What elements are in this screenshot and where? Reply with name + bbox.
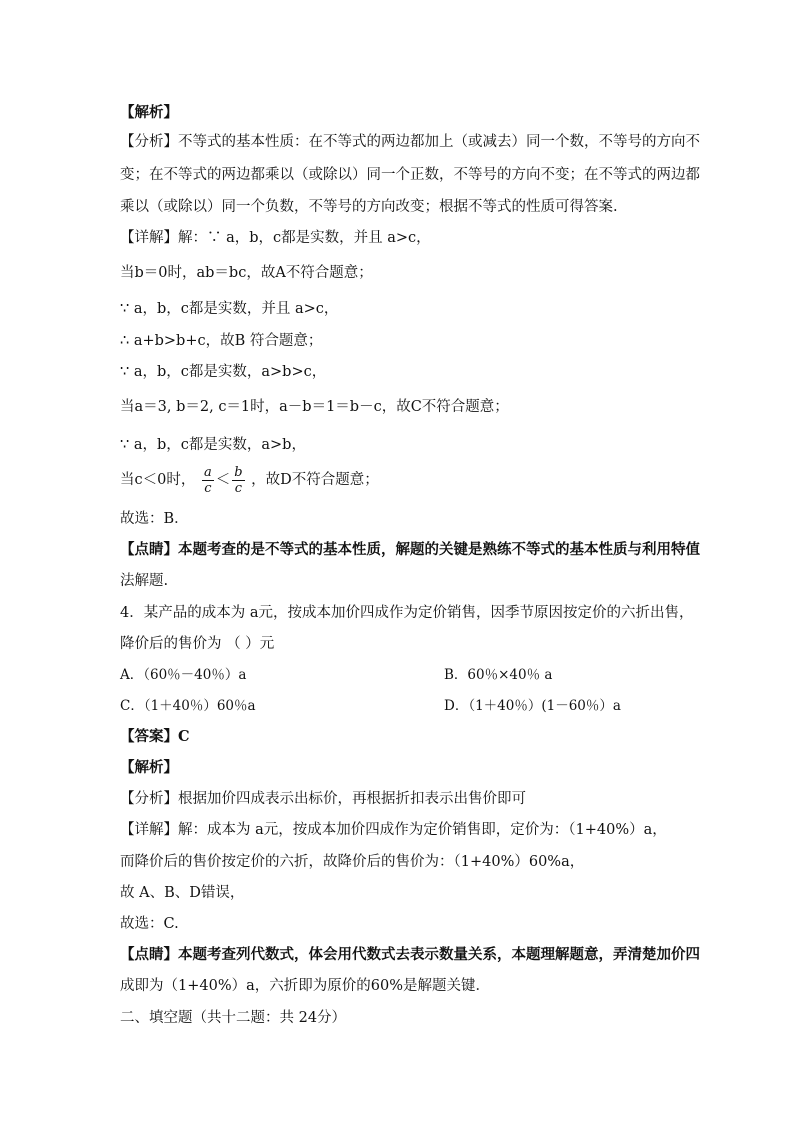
fraction-a-over-c	[202, 465, 214, 496]
detail-line-7: ∵ a，b，c都是实数，a>b，	[120, 437, 306, 453]
comment-line-2: 法解题.	[120, 573, 169, 589]
choice-line-2: 故选：C.	[120, 916, 179, 932]
detail-line-1: 【详解】解：∵ a，b，c都是实数，并且 a>c，	[120, 230, 431, 246]
fraction-numerator: a	[203, 464, 212, 480]
fraction-conclusion: ，故D不符合题意；	[251, 472, 379, 488]
analysis-text-line-3: 乘以（或除以）同一个负数，不等号的方向改变；根据不等式的性质可得答案.	[120, 199, 618, 215]
detail-line-2: 当b＝0时，ab＝bc，故A不符合题意；	[120, 265, 373, 281]
question-4-line-2: 降价后的售价为 （ ）元	[120, 636, 275, 652]
analysis-heading-2: 【解析】	[120, 759, 178, 776]
detail-line-11: 故 A、B、D错误，	[120, 885, 245, 901]
fraction-denominator: c	[234, 480, 243, 496]
analysis-line-2: 【分析】根据加价四成表示出标价，再根据折扣表示出售价即可	[120, 791, 526, 807]
option-a: A．（60％－40％）a	[120, 667, 247, 683]
detail-line-3: ∵ a，b，c都是实数，并且 a>c，	[120, 301, 339, 317]
analysis-text-line-2: 变；在不等式的两边都乘以（或除以）同一个正数，不等号的方向不变；在不等式的两边都	[120, 167, 700, 183]
comment-line-1: 【点睛】本题考查的是不等式的基本性质，解题的关键是熟练不等式的基本性质与利用特值	[120, 541, 700, 558]
question-4-line-1: 4．某产品的成本为 a元，按成本加价四成作为定价销售，因季节原因按定价的六折出售，	[120, 605, 694, 621]
analysis-heading: 【解析】	[120, 104, 178, 121]
option-d: D．（1＋40％）(1－60％）a	[444, 698, 621, 714]
detail-line-5: ∵ a，b，c都是实数，a>b>c，	[120, 364, 327, 380]
comment-line-4: 成即为（1+40%）a，六折即为原价的60%是解题关键．	[120, 978, 490, 994]
detail-line-8	[120, 462, 680, 498]
analysis-text-line-1: 【分析】不等式的基本性质：在不等式的两边都加上（或减去）同一个数，不等号的方向不	[120, 134, 700, 150]
less-than-sign: ＜	[215, 472, 231, 488]
fraction-numerator: b	[234, 464, 243, 480]
fraction-b-over-c	[232, 465, 244, 496]
option-c: C．（1＋40％）60％a	[120, 698, 256, 714]
detail-line-9: 【详解】解：成本为 a元，按成本加价四成作为定价销售即，定价为：（1+40%）a，	[120, 822, 667, 838]
detail-line-6: 当a＝3, b＝2, c＝1时，a－b＝1＝b－c，故C不符合题意；	[120, 399, 509, 415]
detail-line-4: ∴ a+b>b+c，故B 符合题意；	[120, 333, 323, 349]
choice-line: 故选：B．	[120, 511, 189, 527]
comment-line-3: 【点睛】本题考查列代数式，体会用代数式去表示数量关系，本题理解题意，弄清楚加价四	[120, 946, 700, 963]
answer-line: 【答案】C	[120, 728, 190, 745]
option-b: B．60％×40％ a	[444, 667, 553, 683]
section-heading-fill-in: 二、填空题（共十二题：共 24分）	[120, 1010, 347, 1026]
fraction-condition: 当c＜0时，	[120, 472, 196, 488]
fraction-denominator: c	[204, 480, 212, 496]
detail-line-10: 而降价后的售价按定价的六折，故降价后的售价为：（1+40%）60%a，	[120, 854, 585, 870]
